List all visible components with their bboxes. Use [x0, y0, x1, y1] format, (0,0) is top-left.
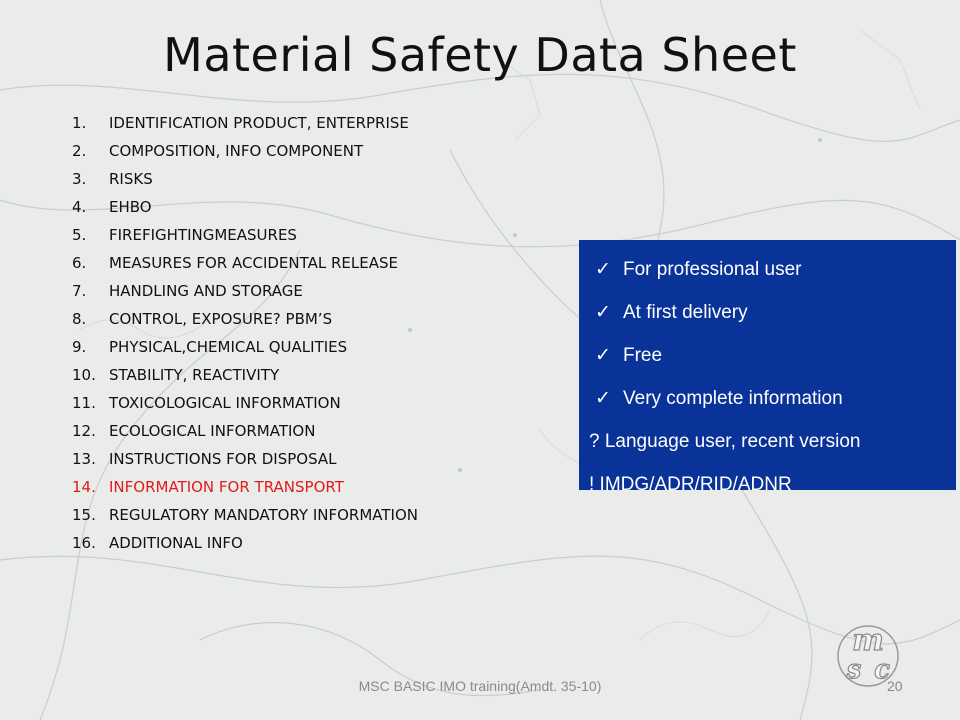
- checkmark-icon: ✓: [595, 302, 611, 323]
- info-item: [595, 248, 956, 291]
- section-item: [72, 529, 418, 557]
- section-list: [72, 109, 418, 557]
- section-number: 6.: [72, 254, 87, 272]
- slide-title: Material Safety Data Sheet: [163, 28, 797, 82]
- section-label: EHBO: [109, 198, 152, 216]
- info-text: At first delivery: [623, 302, 748, 323]
- section-label: IDENTIFICATION PRODUCT, ENTERPRISE: [109, 114, 409, 132]
- section-number: 14.: [72, 478, 96, 496]
- checkmark-icon: ✓: [595, 345, 611, 366]
- info-item: [589, 463, 956, 506]
- section-item: [72, 109, 418, 137]
- logo-letter-m: m: [852, 623, 884, 658]
- section-number: 8.: [72, 310, 87, 328]
- section-number: 12.: [72, 422, 96, 440]
- section-number: 10.: [72, 366, 96, 384]
- section-label: ADDITIONAL INFO: [109, 534, 243, 552]
- info-text: For professional user: [623, 259, 802, 280]
- section-item: [72, 305, 418, 333]
- section-item: [72, 277, 418, 305]
- info-text: Free: [623, 345, 663, 366]
- info-item: [595, 377, 956, 420]
- info-text: ! IMDG/ADR/RID/ADNR: [589, 474, 792, 495]
- section-item: [72, 221, 418, 249]
- info-text: ? Language user, recent version: [589, 431, 861, 452]
- section-item: [72, 501, 418, 529]
- section-label: MEASURES FOR ACCIDENTAL RELEASE: [109, 254, 398, 272]
- section-label: CONTROL, EXPOSURE? PBM’S: [109, 310, 333, 328]
- section-item: [72, 333, 418, 361]
- section-label: RISKS: [109, 170, 153, 188]
- section-label: TOXICOLOGICAL INFORMATION: [109, 394, 341, 412]
- section-number: 7.: [72, 282, 87, 300]
- section-label: FIREFIGHTINGMEASURES: [109, 226, 297, 244]
- section-label: REGULATORY MANDATORY INFORMATION: [109, 506, 418, 524]
- section-item: [72, 389, 418, 417]
- section-number: 2.: [72, 142, 87, 160]
- section-label: PHYSICAL,CHEMICAL QUALITIES: [109, 338, 348, 356]
- checkmark-icon: ✓: [595, 259, 611, 280]
- section-number: 16.: [72, 534, 96, 552]
- section-label: INFORMATION FOR TRANSPORT: [109, 478, 344, 496]
- info-item: [589, 420, 956, 463]
- slide-footer: MSC BASIC IMO training(Amdt. 35-10): [358, 678, 602, 694]
- logo-letter-c: c: [874, 655, 890, 685]
- section-item: [72, 165, 418, 193]
- info-item: [595, 291, 956, 334]
- section-item: [72, 473, 418, 501]
- section-item: [72, 417, 418, 445]
- section-label: HANDLING AND STORAGE: [109, 282, 303, 300]
- section-number: 1.: [72, 114, 87, 132]
- section-label: INSTRUCTIONS FOR DISPOSAL: [109, 450, 337, 468]
- section-item: [72, 249, 418, 277]
- info-item: [595, 334, 956, 377]
- logo-letter-s: s: [846, 655, 862, 685]
- section-item: [72, 137, 418, 165]
- section-label: ECOLOGICAL INFORMATION: [109, 422, 316, 440]
- checkmark-icon: ✓: [595, 388, 611, 409]
- section-number: 15.: [72, 506, 96, 524]
- section-number: 13.: [72, 450, 96, 468]
- section-number: 9.: [72, 338, 87, 356]
- section-item: [72, 193, 418, 221]
- section-number: 4.: [72, 198, 87, 216]
- info-text: Very complete information: [623, 388, 843, 409]
- section-number: 5.: [72, 226, 87, 244]
- section-number: 3.: [72, 170, 87, 188]
- section-item: [72, 445, 418, 473]
- section-item: [72, 361, 418, 389]
- section-label: STABILITY, REACTIVITY: [109, 366, 280, 384]
- section-label: COMPOSITION, INFO COMPONENT: [109, 142, 364, 160]
- section-number: 11.: [72, 394, 96, 412]
- info-box: [579, 240, 956, 495]
- page-number: 20: [887, 678, 903, 694]
